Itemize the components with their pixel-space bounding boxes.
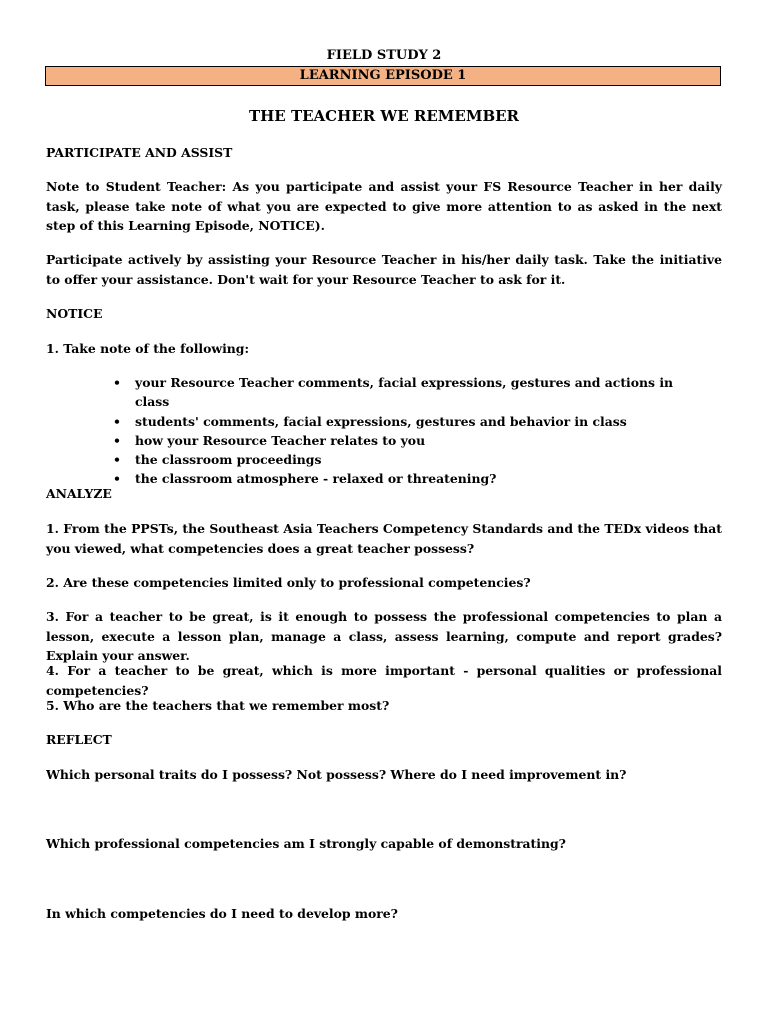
list-item: • students' comments, facial expressions, gestures and behavior in class: [100, 412, 700, 431]
reflect-question-1: Which personal traits do I possess? Not possess? Where do I need improvement in?: [46, 767, 627, 782]
participate-heading: PARTICIPATE AND ASSIST: [46, 145, 233, 160]
analyze-question-1: 1. From the PPSTs, the Southeast Asia Teachers Competency Standards and the TEDx videos that you viewed, what competencies does a great teacher possess?: [46, 521, 722, 556]
list-item: • how your Resource Teacher relates to you: [100, 431, 700, 450]
list-item: • your Resource Teacher comments, facial expressions, gestures and actions in class: [100, 373, 700, 412]
participate-instruction: Participate actively by assisting your Resource Teacher in his/her daily task. Take the initiative to offer your assistance. Don't wait for your Resource Teacher to ask for it.: [46, 252, 722, 287]
notice-heading: NOTICE: [46, 306, 103, 321]
notice-bullet-list: [100, 373, 700, 489]
page-title: THE TEACHER WE REMEMBER: [248, 107, 520, 125]
episode-banner: LEARNING EPISODE 1: [45, 66, 721, 86]
list-item: • the classroom atmosphere - relaxed or threatening?: [100, 469, 700, 488]
reflect-question-3: In which competencies do I need to develop more?: [46, 906, 398, 921]
analyze-question-3: 3. For a teacher to be great, is it enough to possess the professional competencies to plan a lesson, execute a lesson plan, manage a class, assess learning, compute and report grades? Explain your answer.: [46, 609, 722, 663]
course-title: FIELD STUDY 2: [326, 48, 442, 63]
reflect-heading: REFLECT: [46, 732, 112, 747]
notice-item-1: 1. Take note of the following:: [46, 341, 250, 356]
analyze-question-4: 4. For a teacher to be great, which is more important - personal qualities or professional competencies?: [46, 663, 722, 698]
list-item: • the classroom proceedings: [100, 450, 700, 469]
reflect-question-2: Which professional competencies am I strongly capable of demonstrating?: [46, 836, 566, 851]
analyze-question-2: 2. Are these competencies limited only to professional competencies?: [46, 575, 531, 590]
analyze-question-5: 5. Who are the teachers that we remember most?: [46, 698, 390, 713]
analyze-heading: ANALYZE: [46, 486, 112, 501]
participate-note: Note to Student Teacher: As you participate and assist your FS Resource Teacher in her daily task, please take note of what you are expected to give more attention to as asked in the next step of this Learning Episode, NOTICE).: [46, 179, 722, 233]
